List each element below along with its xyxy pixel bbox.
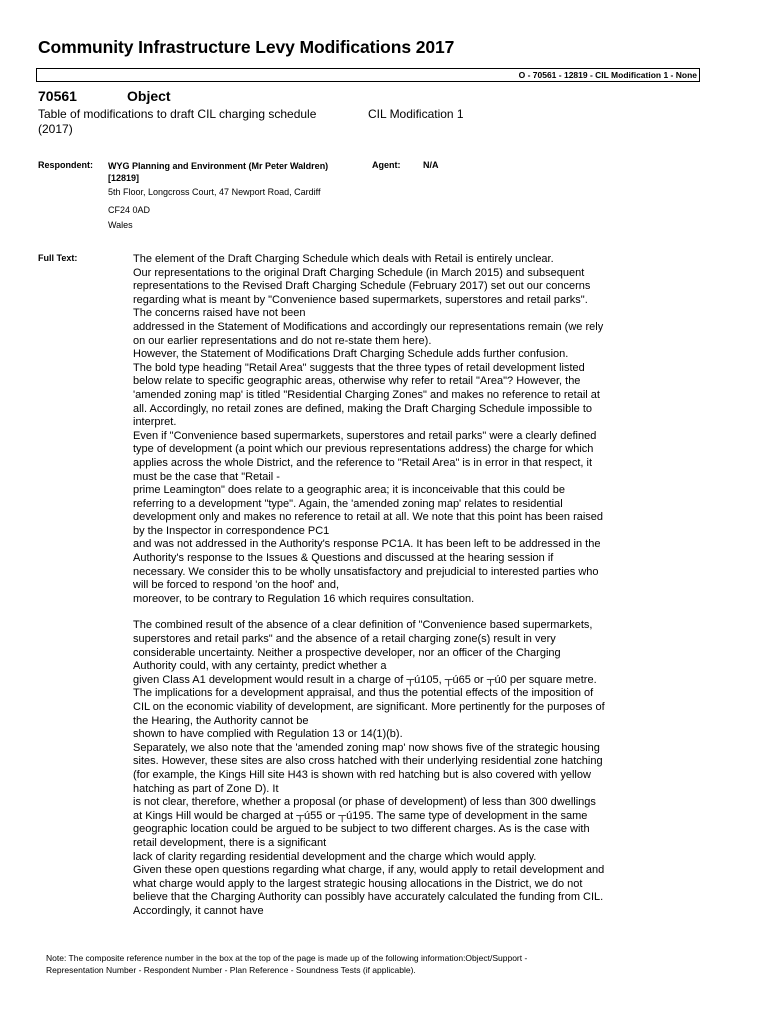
plan-reference: CIL Modification 1 <box>368 107 464 121</box>
representation-number: 70561 <box>38 88 77 104</box>
full-text-line: sites. However, these sites are also cross hatched with their underlying residential zone hatching <box>133 755 603 768</box>
full-text-line: will be forced to respond 'on the hoof' and, <box>133 579 340 592</box>
full-text-line: all. Accordingly, no retail zones are defined, making the Draft Charging Schedule impossible to <box>133 402 592 415</box>
footer-note-line: Representation Number - Respondent Number - Plan Reference - Soundness Tests (if applicable). <box>46 965 416 975</box>
full-text-line: Separately, we also note that the 'amended zoning map' now shows five of the strategic housing <box>133 741 600 754</box>
agent-value: N/A <box>423 160 439 170</box>
full-text-line: hatching as part of Zone D). It <box>133 782 279 795</box>
full-text-line: applies across the whole District, and the reference to "Retail Area" is in error in that respect, it <box>133 456 593 469</box>
full-text-line: moreover, to be contrary to Regulation 16 which requires consultation. <box>133 592 475 605</box>
full-text-line: shown to have complied with Regulation 13 or 14(1)(b). <box>133 728 403 741</box>
full-text-line: lack of clarity regarding residential development and the charge which would apply. <box>133 850 537 863</box>
full-text-line: given Class A1 development would result in a charge of ┬ú105, ┬ú65 or ┬ú0 per square metre. <box>133 673 597 686</box>
full-text-line: retail development, there is a significant <box>133 836 327 849</box>
respondent-address-line: 5th Floor, Longcross Court, 47 Newport Road, Cardiff <box>108 187 321 197</box>
full-text-line: interpret. <box>133 416 177 429</box>
full-text-line: Accordingly, it cannot have <box>133 904 264 917</box>
full-text-line: The implications for a development appraisal, and thus the potential effects of the imposition of <box>133 687 594 700</box>
full-text-line: The concerns raised have not been <box>133 307 306 320</box>
full-text-line: and was not addressed in the Authority's response PC1A. It has been left to be addressed in the <box>133 538 601 551</box>
footer-note-line: Note: The composite reference number in the box at the top of the page is made up of the following information:Object/Support - <box>46 953 528 963</box>
full-text-line: what charge would apply to the largest strategic housing allocations in the District, we do not <box>133 877 583 890</box>
respondent-address-line: CF24 0AD <box>108 205 151 215</box>
footer-note <box>46 952 696 976</box>
full-text-line: believe that the Charging Authority can possibly have accurately calculated the funding from CIL. <box>133 891 604 904</box>
document-name: Table of modifications to draft CIL charging schedule (2017) <box>38 107 317 136</box>
representation-status: Object <box>127 88 171 104</box>
full-text-line: regarding what is meant by "Convenience based supermarkets, superstores and retail parks". <box>133 293 588 306</box>
full-text-line: below relate to specific geographic areas, otherwise why refer to retail "Area"? However, the <box>133 375 581 388</box>
respondent-label: Respondent: <box>38 160 93 170</box>
full-text-line: geographic location could be argued to be subject to two different charges. As is the case with <box>133 823 590 836</box>
full-text-line: However, the Statement of Modifications Draft Charging Schedule adds further confusion. <box>133 348 569 361</box>
respondent-address-line: Wales <box>108 220 133 230</box>
full-text-line: Our representations to the original Draft Charging Schedule (in March 2015) and subsequent <box>133 266 585 279</box>
full-text-line: prime Leamington" does relate to a geographic area; it is inconceivable that this could be <box>133 484 565 497</box>
full-text-line: must be the case that "Retail - <box>133 470 280 483</box>
full-text-line: representations to the Revised Draft Charging Schedule (February 2017) set out our concerns <box>133 280 591 293</box>
full-text-line <box>133 606 688 619</box>
full-text-line: considerable uncertainty. Neither a prospective developer, nor an officer of the Charging <box>133 646 561 659</box>
full-text-line: The combined result of the absence of a clear definition of "Convenience based supermarkets, <box>133 619 593 632</box>
full-text-line: addressed in the Statement of Modifications and accordingly our representations remain (we rely <box>133 320 604 333</box>
full-text-line: referring to a development "type". Again, the 'amended zoning map' relates to residential <box>133 497 563 510</box>
full-text-line: (for example, the Kings Hill site H43 is shown with red hatching but is also covered with yellow <box>133 768 591 781</box>
respondent-name: WYG Planning and Environment (Mr Peter Waldren) [12819] <box>108 161 329 183</box>
full-text-line: at Kings Hill would be charged at ┬ú55 or ┬ú195. The same type of development in the same <box>133 809 588 822</box>
full-text-line: on our earlier representations and do not re-state them here). <box>133 334 432 347</box>
full-text-line: the Hearing, the Authority cannot be <box>133 714 309 727</box>
full-text-body <box>133 253 688 919</box>
full-text-line: Authority's response to the Issues & Questions and discussed at the hearing session if <box>133 552 554 565</box>
full-text-line: necessary. We consider this to be wholly unsatisfactory and prejudicial to interested parties who <box>133 565 599 578</box>
page-title: Community Infrastructure Levy Modifications 2017 <box>38 37 455 57</box>
full-text-line: Authority could, with any certainty, predict whether a <box>133 660 387 673</box>
composite-reference: O - 70561 - 12819 - CIL Modification 1 - None <box>518 70 697 80</box>
full-text-label: Full Text: <box>38 253 78 263</box>
full-text-line: development only and makes no reference to retail at all. We note that this point has been raised <box>133 511 604 524</box>
full-text-line: Even if "Convenience based supermarkets, superstores and retail parks" were a clearly defined <box>133 429 597 442</box>
full-text-line: Given these open questions regarding what charge, if any, would apply to retail development and <box>133 864 605 877</box>
full-text-line: The bold type heading "Retail Area" suggests that the three types of retail development listed <box>133 361 585 374</box>
full-text-line: is not clear, therefore, whether a proposal (or phase of development) of less than 300 dwellings <box>133 796 596 809</box>
full-text-line: The element of the Draft Charging Schedule which deals with Retail is entirely unclear. <box>133 253 554 265</box>
full-text-line: CIL on the economic viability of development, are significant. More pertinently for the purposes of <box>133 701 605 713</box>
full-text-line: superstores and retail parks" and the absence of a retail charging zone(s) result in very <box>133 633 556 646</box>
full-text-line: 'amended zoning map' is titled "Residential Charging Zones" and makes no reference to retail at <box>133 388 600 401</box>
full-text-line: type of development (a point which our previous representations address) the charge for which <box>133 443 594 456</box>
full-text-line: by the Inspector in correspondence PC1 <box>133 524 330 537</box>
reference-box <box>36 68 700 82</box>
agent-label: Agent: <box>372 160 401 170</box>
